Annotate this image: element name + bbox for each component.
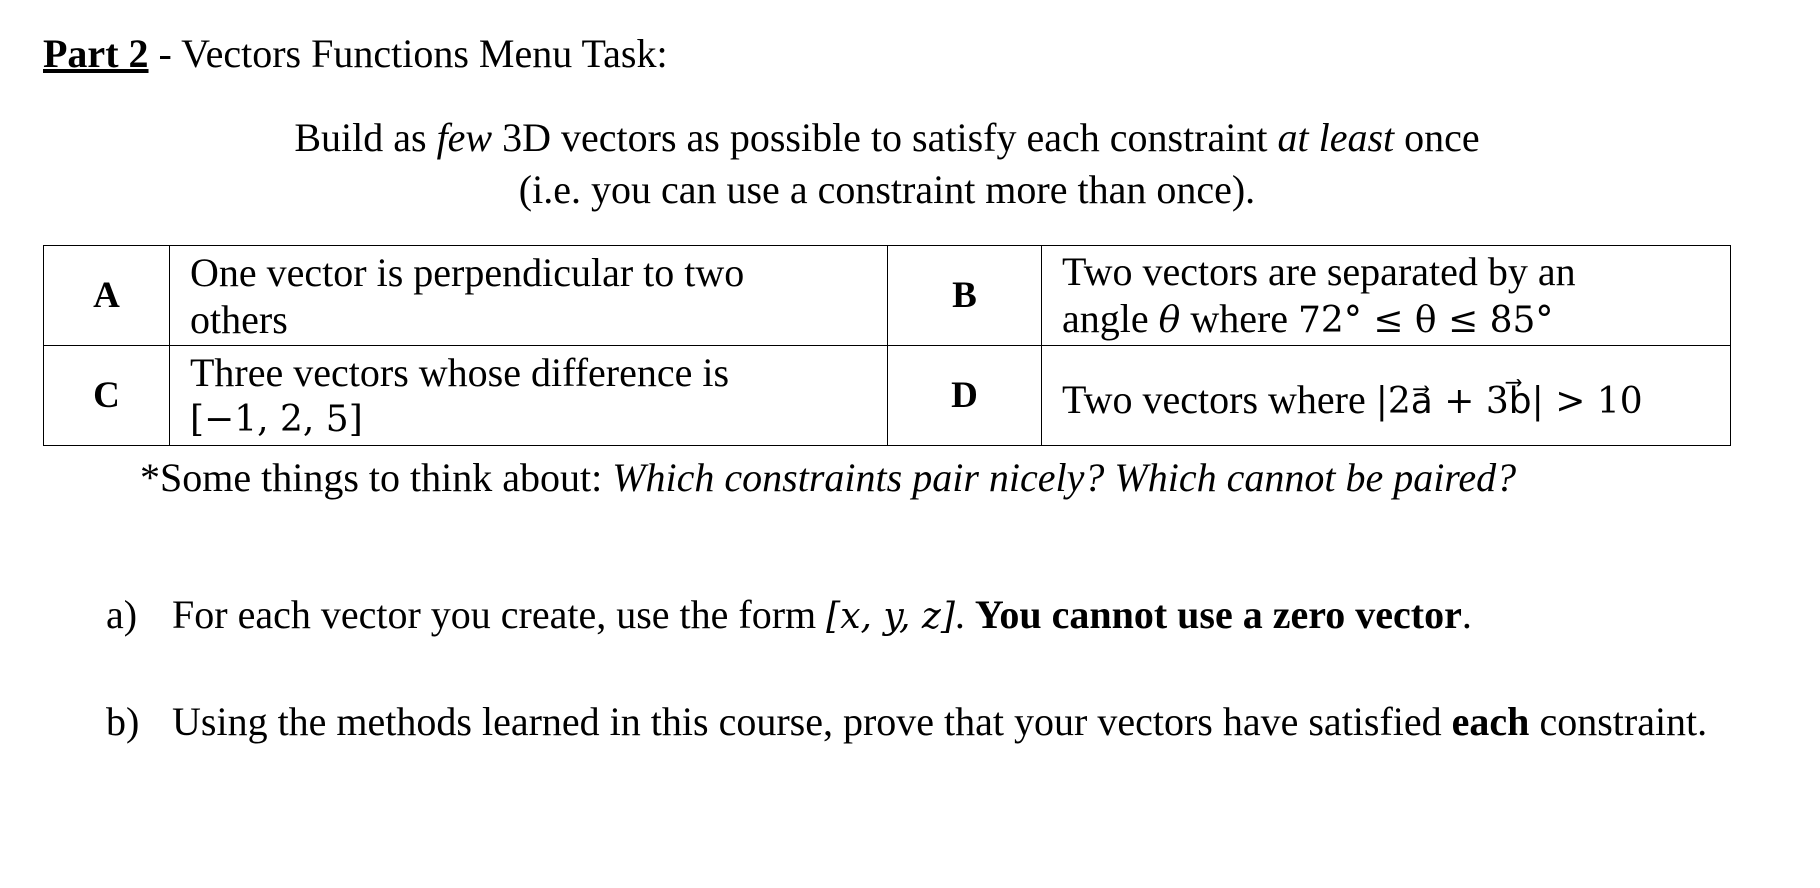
constraint-a-line-2: others bbox=[190, 296, 288, 342]
constraint-a-line-1: One vector is perpendicular to two bbox=[190, 249, 745, 295]
constraint-b-text: where bbox=[1180, 295, 1299, 341]
constraint-letter-b: B bbox=[888, 246, 1042, 346]
item-b-text bbox=[172, 695, 1732, 749]
item-a-plain: For each vector you create, use the form bbox=[172, 592, 827, 637]
item-a-marker: a) bbox=[106, 592, 138, 637]
constraint-d-text: Two vectors where bbox=[1062, 377, 1376, 422]
constraint-a-description bbox=[170, 246, 888, 346]
part-heading bbox=[43, 28, 668, 80]
heading-title: Vectors Functions Menu Task: bbox=[181, 31, 668, 76]
magnitude-expression: |2a⃗ + 3b⃗| > 10 bbox=[1375, 381, 1643, 422]
intro-text: 3D vectors as possible to satisfy each constraint bbox=[492, 115, 1278, 160]
constraint-b-text: angle bbox=[1062, 295, 1159, 341]
item-a-bold: You cannot use a zero vector bbox=[974, 592, 1462, 637]
constraint-b-line-1: Two vectors are separated by an bbox=[1062, 248, 1576, 294]
item-a-plain: . bbox=[1461, 592, 1472, 637]
constraint-letter-c: C bbox=[44, 346, 170, 446]
part-label: Part 2 bbox=[43, 31, 149, 76]
constraint-c-description bbox=[170, 346, 888, 446]
intro-text: once bbox=[1394, 115, 1480, 160]
intro-line-2: (i.e. you can use a constraint more than once). bbox=[518, 167, 1256, 212]
intro-text: Build as bbox=[294, 115, 437, 160]
constraint-letter-a: A bbox=[44, 246, 170, 346]
difference-vector: [−1, 2, 5] bbox=[190, 398, 363, 440]
note-prefix: *Some things to think about: bbox=[140, 455, 613, 500]
vector-form bbox=[826, 596, 955, 637]
intro-emphasis-few: few bbox=[436, 115, 493, 160]
theta-glyph: θ bbox=[1158, 299, 1181, 341]
angle-range: 72° ≤ θ ≤ 85° bbox=[1298, 299, 1554, 341]
constraint-b-line-2 bbox=[1062, 295, 1730, 344]
vector-form-text: [x, y, z] bbox=[826, 596, 955, 637]
constraint-letter-d: D bbox=[888, 346, 1042, 446]
heading-separator: - bbox=[148, 31, 182, 76]
intro-line-1 bbox=[0, 112, 1774, 164]
item-b-bold: each bbox=[1451, 699, 1530, 744]
intro-emphasis-at-least: at least bbox=[1277, 115, 1395, 160]
item-a-plain: . bbox=[954, 592, 975, 637]
constraint-c-line-1: Three vectors whose difference is bbox=[190, 349, 730, 395]
note-question: Which constraints pair nicely? Which cannot be paired? bbox=[612, 455, 1517, 500]
table-row bbox=[44, 346, 1731, 446]
item-b-plain: constraint. bbox=[1529, 699, 1708, 744]
constraints-table bbox=[43, 245, 1731, 446]
item-b-plain: Using the methods learned in this course, prove that your vectors have satisfied bbox=[172, 699, 1452, 744]
table-row bbox=[44, 246, 1731, 346]
item-a-text bbox=[172, 588, 1732, 644]
item-b-marker: b) bbox=[106, 699, 140, 744]
theta-symbol bbox=[1159, 300, 1181, 341]
constraint-d-description bbox=[1042, 346, 1731, 446]
think-about-note bbox=[140, 452, 1516, 504]
constraint-b-description bbox=[1042, 246, 1731, 346]
